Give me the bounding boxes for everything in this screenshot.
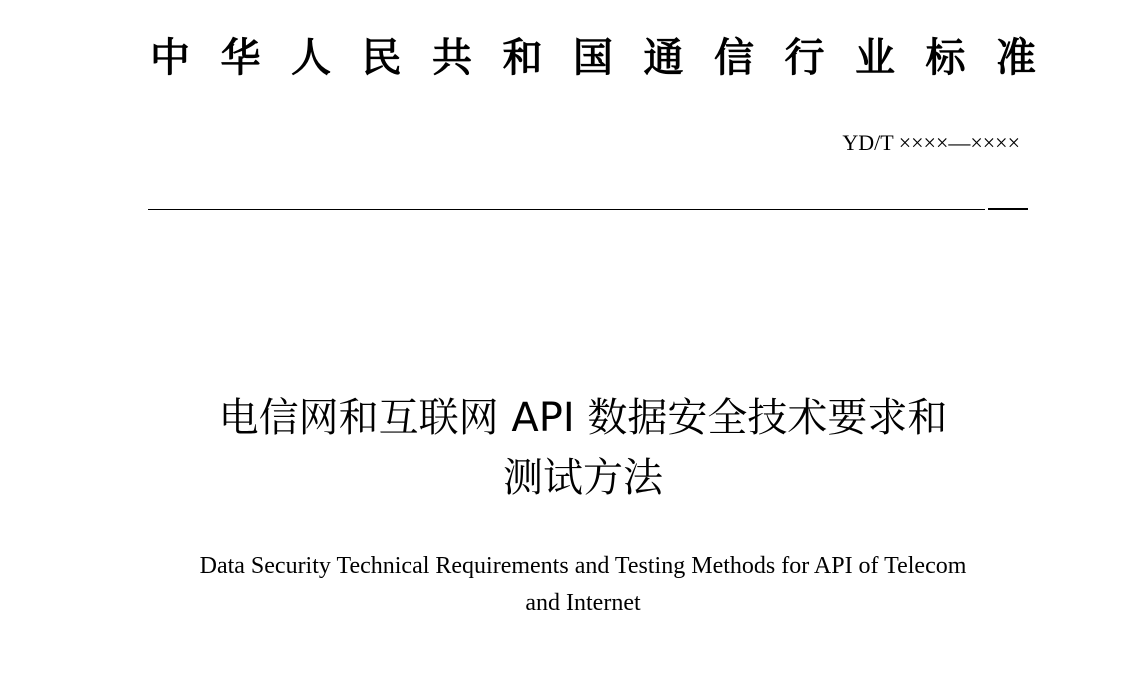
header-char: 共 xyxy=(432,35,472,81)
header-divider xyxy=(148,209,985,210)
header-char: 和 xyxy=(502,35,543,81)
header-char: 民 xyxy=(361,35,402,81)
chinese-title-line-2: 测试方法 xyxy=(503,455,663,501)
header-divider-end xyxy=(988,208,1028,210)
header-char: 信 xyxy=(714,35,754,81)
english-title-line-2: and Internet xyxy=(525,590,641,616)
english-title-line-1: Data Security Technical Requirements and Testing Methods for API of Telecom xyxy=(199,553,967,579)
header-char: 行 xyxy=(784,35,825,81)
english-title xyxy=(150,548,1016,622)
header-char: 标 xyxy=(925,35,966,81)
standard-number: YD/T ××××—×××× xyxy=(842,130,1020,155)
header-char: 通 xyxy=(643,35,684,81)
header-char: 华 xyxy=(220,35,261,81)
industry-standard-header xyxy=(148,34,1038,82)
header-char: 准 xyxy=(996,35,1036,81)
header-char: 国 xyxy=(573,35,613,81)
header-char: 中 xyxy=(150,35,190,81)
chinese-title xyxy=(150,388,1016,508)
chinese-title-line-1: 电信网和互联网 API 数据安全技术要求和 xyxy=(218,395,948,441)
header-char: 业 xyxy=(855,35,895,81)
header-char: 人 xyxy=(291,35,331,81)
